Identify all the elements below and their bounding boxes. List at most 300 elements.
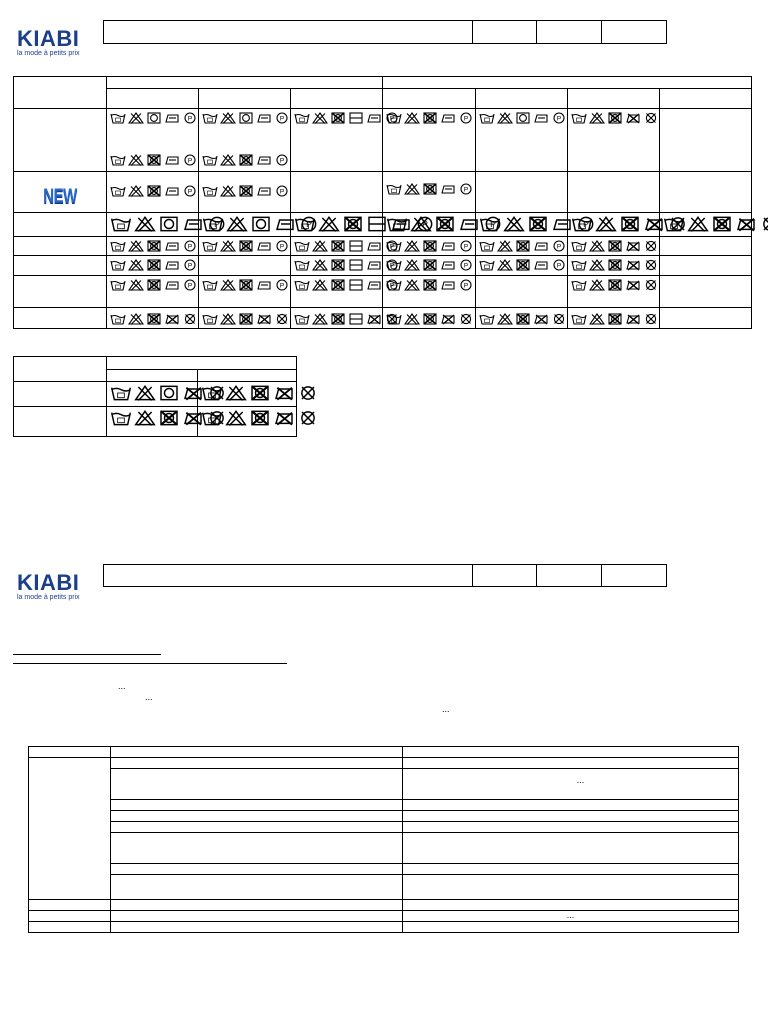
- care-symbol-row: [476, 213, 589, 234]
- spec-header-cell: [403, 747, 739, 758]
- no-tumble-dry-icon: [619, 216, 641, 232]
- no-dry-clean-icon: [643, 279, 659, 291]
- no-bleach-icon: [128, 185, 144, 197]
- svg-text:P: P: [187, 157, 193, 165]
- ellipsis-mark: ...: [576, 775, 585, 785]
- symbol-cell: [291, 109, 395, 172]
- svg-text:P: P: [187, 115, 193, 123]
- do-not-iron-icon: [366, 313, 382, 325]
- matrix-row: [14, 308, 752, 329]
- no-bleach-icon: [220, 240, 236, 252]
- symbol-cell: [291, 308, 383, 329]
- wash-30-icon: [202, 154, 218, 166]
- dry-clean-p-icon: [182, 112, 198, 124]
- symbol-cell: [199, 276, 291, 308]
- wash-30-icon: [202, 112, 218, 124]
- wash-30-icon: [294, 112, 310, 124]
- care-symbol-row: [291, 237, 395, 253]
- matrix-row-label: [14, 213, 107, 237]
- no-tumble-dry-icon: [607, 259, 623, 271]
- no-bleach-icon: [128, 259, 144, 271]
- wash-30-icon: [479, 112, 495, 124]
- matrix-col-header: [291, 89, 383, 109]
- svg-text:P: P: [187, 282, 193, 290]
- line-dry-icon: [182, 216, 204, 232]
- small-matrix-group-header: [107, 357, 297, 370]
- matrix-col-header: [659, 89, 751, 109]
- no-tumble-dry-icon: [249, 410, 271, 426]
- no-dry-clean-icon: [643, 240, 659, 252]
- care-symbol-row: [568, 237, 659, 253]
- no-tumble-dry-icon: [434, 216, 456, 232]
- spec-cell: [403, 822, 739, 833]
- svg-text:P: P: [306, 219, 313, 230]
- spec-cell: [403, 900, 739, 911]
- wash-30-icon: [386, 259, 402, 271]
- no-bleach-icon: [134, 216, 156, 232]
- spec-group-cell: [29, 911, 111, 922]
- matrix-row: [14, 407, 297, 437]
- svg-text:P: P: [464, 282, 469, 290]
- symbol-cell: [475, 109, 567, 172]
- do-not-iron-icon: [164, 313, 180, 325]
- symbol-cell: [475, 237, 567, 256]
- no-tumble-dry-icon: [238, 313, 254, 325]
- wash-30-icon: [571, 259, 587, 271]
- matrix-row: [14, 382, 297, 407]
- no-bleach-icon: [220, 185, 236, 197]
- no-bleach-icon: [404, 259, 420, 271]
- care-symbol-row: [199, 213, 313, 234]
- wash-30-icon: [386, 216, 408, 232]
- matrix-row: [14, 256, 752, 276]
- no-bleach-icon: [687, 216, 709, 232]
- do-not-iron-icon: [735, 216, 757, 232]
- dry-clean-p-icon: [551, 259, 567, 271]
- line-dry-icon: [164, 240, 180, 252]
- care-symbol-row: [568, 276, 659, 292]
- care-symbol-row: [660, 213, 751, 234]
- matrix-col-header: [567, 89, 659, 109]
- care-symbol-row: [383, 256, 474, 272]
- brand-wordmark: KIABI: [17, 26, 80, 51]
- svg-text:P: P: [582, 219, 589, 230]
- spec-group-cell: [29, 900, 111, 911]
- svg-text:P: P: [187, 262, 193, 270]
- header-ref-cell: [472, 21, 536, 44]
- ellipsis-mark: ...: [145, 692, 153, 702]
- no-bleach-icon: [128, 240, 144, 252]
- spec-cell: [403, 922, 739, 933]
- symbol-cell: [659, 276, 751, 308]
- svg-text:P: P: [556, 115, 561, 123]
- wash-30-icon: [110, 185, 126, 197]
- svg-text:P: P: [390, 115, 395, 123]
- ellipsis-mark: ...: [118, 681, 126, 691]
- spec-cell: [403, 800, 739, 811]
- symbol-cell: [659, 256, 751, 276]
- header-title-cell: [104, 21, 473, 44]
- symbol-cell: [107, 109, 199, 172]
- no-bleach-icon: [410, 216, 432, 232]
- wash-30-icon: [571, 313, 587, 325]
- care-symbol-matrix-small: [13, 356, 297, 437]
- care-symbol-row: [476, 109, 567, 125]
- tumble-dry-icon: [238, 112, 254, 124]
- symbol-cell: [199, 237, 291, 256]
- do-not-iron-icon: [625, 259, 641, 271]
- matrix-row-label: [14, 256, 107, 276]
- no-bleach-icon: [220, 313, 236, 325]
- no-tumble-dry-icon: [330, 112, 346, 124]
- dry-clean-p-icon: [182, 259, 198, 271]
- symbol-cell: [291, 237, 395, 256]
- wash-30-icon: [479, 313, 495, 325]
- spec-cell: [111, 822, 403, 833]
- wash-30-icon: [202, 279, 218, 291]
- svg-text:P: P: [556, 243, 561, 251]
- care-symbol-row: [383, 237, 474, 253]
- care-symbol-row: [383, 172, 474, 196]
- no-dry-clean-icon: [643, 259, 659, 271]
- care-symbol-row: [383, 213, 497, 234]
- no-dry-clean-icon: [643, 313, 659, 325]
- wash-30-icon: [202, 313, 218, 325]
- do-not-iron-icon: [533, 313, 549, 325]
- spec-cell: [403, 875, 739, 900]
- matrix-row-label: [14, 172, 107, 213]
- svg-text:P: P: [280, 188, 285, 196]
- header-date-cell: [536, 565, 601, 587]
- care-symbol-row: [291, 308, 382, 326]
- no-bleach-icon: [404, 240, 420, 252]
- symbol-cell: [475, 276, 567, 308]
- no-bleach-icon: [312, 240, 328, 252]
- no-tumble-dry-icon: [146, 154, 162, 166]
- care-symbol-row: [198, 407, 296, 428]
- wash-30-icon: [110, 313, 126, 325]
- matrix-col-header: [107, 89, 199, 109]
- svg-text:P: P: [187, 188, 193, 196]
- wash-30-icon: [479, 259, 495, 271]
- no-bleach-icon: [128, 112, 144, 124]
- flat-dry-icon: [366, 216, 388, 232]
- care-symbol-row: [568, 308, 659, 326]
- no-tumble-dry-icon: [330, 313, 346, 325]
- do-not-iron-icon: [256, 313, 272, 325]
- care-symbol-row: [199, 276, 290, 292]
- symbol-cell: [107, 213, 220, 237]
- brand-tagline: la mode à petits prix: [17, 594, 80, 601]
- svg-text:P: P: [390, 243, 395, 251]
- care-symbol-row: [291, 109, 395, 125]
- symbol-cell: [291, 213, 429, 237]
- no-tumble-dry-icon: [238, 185, 254, 197]
- spec-cell: [111, 911, 403, 922]
- care-symbol-row: [107, 213, 220, 234]
- wash-30-icon: [202, 216, 224, 232]
- no-bleach-icon: [220, 154, 236, 166]
- care-symbol-row: [199, 308, 290, 326]
- line-dry-icon: [551, 216, 573, 232]
- wash-30-icon: [110, 240, 126, 252]
- spec-header-cell: [111, 747, 403, 758]
- symbol-cell: [383, 172, 475, 213]
- symbol-cell: [383, 109, 475, 172]
- spec-cell: [111, 900, 403, 911]
- wash-30-icon: [294, 216, 316, 232]
- no-tumble-dry-icon: [238, 240, 254, 252]
- care-symbol-row: [383, 109, 474, 125]
- wash-30-icon: [479, 216, 501, 232]
- wash-30-icon: [110, 112, 126, 124]
- small-matrix-col-header: [198, 370, 297, 382]
- heading-underline: [13, 654, 161, 655]
- no-tumble-dry-icon: [146, 185, 162, 197]
- matrix-row: [14, 109, 752, 172]
- brand-wordmark: KIABI: [17, 570, 80, 595]
- care-symbol-row: [476, 237, 567, 253]
- wash-30-icon: [663, 216, 685, 232]
- care-symbol-row: [198, 382, 296, 403]
- svg-text:P: P: [464, 186, 469, 194]
- care-symbol-row: [107, 308, 198, 326]
- dry-clean-p-icon: [551, 112, 567, 124]
- spec-cell: [403, 758, 739, 769]
- matrix-row-label: [14, 407, 107, 437]
- wash-30-icon: [110, 259, 126, 271]
- care-symbol-row: [476, 308, 567, 326]
- wash-30-icon: [202, 240, 218, 252]
- no-bleach-icon: [312, 313, 328, 325]
- subheading-underline: [13, 663, 287, 664]
- line-dry-icon: [458, 216, 480, 232]
- spec-group-cell: [29, 758, 111, 900]
- dry-clean-p-icon: [182, 279, 198, 291]
- matrix-row-label: [14, 237, 107, 256]
- no-tumble-dry-icon: [330, 240, 346, 252]
- dry-clean-p-icon: [458, 183, 474, 195]
- dry-clean-p-icon: [551, 240, 567, 252]
- care-symbol-row: [291, 276, 395, 292]
- dry-clean-p-icon: [458, 112, 474, 124]
- svg-text:P: P: [280, 115, 285, 123]
- care-symbol-row: [107, 407, 197, 428]
- no-bleach-icon: [497, 240, 513, 252]
- no-bleach-icon: [128, 154, 144, 166]
- line-dry-icon: [256, 279, 272, 291]
- wash-30-icon: [110, 216, 132, 232]
- care-symbol-row: [568, 213, 659, 234]
- no-dry-clean-icon: [458, 313, 474, 325]
- line-dry-icon: [164, 259, 180, 271]
- wash-30-icon: [110, 385, 132, 401]
- dry-clean-p-icon: [274, 112, 290, 124]
- symbol-cell: [567, 237, 659, 256]
- line-dry-icon: [533, 240, 549, 252]
- matrix-corner-cell: [14, 77, 107, 109]
- svg-text:P: P: [390, 262, 395, 270]
- document-header-table: [103, 20, 667, 44]
- no-bleach-icon: [312, 259, 328, 271]
- spec-cell: [111, 875, 403, 900]
- no-bleach-icon: [589, 313, 605, 325]
- do-not-iron-icon: [643, 216, 665, 232]
- no-tumble-dry-icon: [515, 313, 531, 325]
- care-symbol-row: [568, 256, 659, 272]
- no-bleach-icon: [404, 112, 420, 124]
- symbol-cell: [107, 407, 198, 437]
- care-symbol-row: [107, 151, 198, 167]
- no-dry-clean-icon: [297, 410, 319, 426]
- flat-dry-icon: [348, 240, 364, 252]
- spec-cell: [111, 864, 403, 875]
- wash-30-icon: [294, 259, 310, 271]
- spec-cell: [403, 864, 739, 875]
- dry-clean-p-icon: [458, 240, 474, 252]
- no-dry-clean-icon: [759, 216, 768, 232]
- matrix-group-header-1: [107, 77, 383, 89]
- do-not-iron-icon: [273, 385, 295, 401]
- no-bleach-icon: [134, 385, 156, 401]
- no-tumble-dry-icon: [146, 313, 162, 325]
- line-dry-icon: [440, 183, 456, 195]
- symbol-cell: [291, 256, 395, 276]
- symbol-cell: [567, 109, 659, 172]
- tumble-dry-icon: [250, 216, 272, 232]
- wash-30-icon: [110, 279, 126, 291]
- matrix-row: [14, 172, 752, 213]
- header-page-cell: [601, 21, 666, 44]
- new-badge: NEW: [43, 185, 77, 208]
- no-dry-clean-icon: [297, 385, 319, 401]
- care-symbol-row: [107, 256, 198, 272]
- no-tumble-dry-icon: [607, 313, 623, 325]
- svg-text:P: P: [464, 115, 469, 123]
- spec-cell: [403, 911, 739, 922]
- no-tumble-dry-icon: [607, 112, 623, 124]
- wash-30-icon: [571, 279, 587, 291]
- matrix-row-label: [14, 276, 107, 308]
- svg-text:P: P: [390, 282, 395, 290]
- spec-cell: [111, 800, 403, 811]
- wash-30-icon: [571, 112, 587, 124]
- svg-text:P: P: [464, 262, 469, 270]
- line-dry-icon: [164, 279, 180, 291]
- dry-clean-p-icon: [182, 185, 198, 197]
- symbol-cell: [107, 237, 199, 256]
- care-symbol-row: [107, 276, 198, 292]
- line-dry-icon: [256, 154, 272, 166]
- symbol-cell: [199, 256, 291, 276]
- header-title-cell: [104, 565, 473, 587]
- symbol-cell: [659, 109, 751, 172]
- wash-30-icon: [386, 112, 402, 124]
- no-tumble-dry-icon: [238, 154, 254, 166]
- no-tumble-dry-icon: [158, 410, 180, 426]
- ellipsis-mark: ...: [442, 704, 450, 714]
- care-symbol-row: [568, 109, 659, 125]
- no-bleach-icon: [404, 313, 420, 325]
- ellipsis-mark: ...: [566, 910, 575, 920]
- dry-clean-p-icon: [458, 259, 474, 271]
- symbol-cell: [107, 382, 198, 407]
- line-dry-icon: [164, 112, 180, 124]
- flat-dry-icon: [348, 313, 364, 325]
- line-dry-icon: [164, 154, 180, 166]
- no-tumble-dry-icon: [422, 259, 438, 271]
- line-dry-icon: [274, 216, 296, 232]
- spec-cell: [111, 769, 403, 800]
- tumble-dry-icon: [158, 216, 180, 232]
- symbol-cell: [567, 308, 659, 329]
- no-bleach-icon: [128, 279, 144, 291]
- care-symbol-row: [107, 382, 197, 403]
- no-tumble-dry-icon: [422, 313, 438, 325]
- no-bleach-icon: [503, 216, 525, 232]
- no-bleach-icon: [589, 259, 605, 271]
- no-bleach-icon: [589, 240, 605, 252]
- no-dry-clean-icon: [551, 313, 567, 325]
- symbol-cell: [567, 172, 659, 213]
- do-not-iron-icon: [440, 313, 456, 325]
- small-matrix-corner-cell: [14, 357, 107, 382]
- svg-text:P: P: [464, 243, 469, 251]
- spec-cell: [111, 922, 403, 933]
- spec-cell: [403, 833, 739, 864]
- care-symbol-row: [199, 109, 290, 125]
- symbol-cell: [659, 213, 751, 237]
- spec-cell: [111, 758, 403, 769]
- symbol-cell: [107, 256, 199, 276]
- no-bleach-icon: [128, 313, 144, 325]
- symbol-cell: [383, 276, 475, 308]
- dry-clean-p-icon: [182, 154, 198, 166]
- do-not-iron-icon: [625, 240, 641, 252]
- care-symbol-row: [107, 237, 198, 253]
- header-page-cell: [601, 565, 666, 587]
- line-dry-icon: [164, 185, 180, 197]
- svg-text:P: P: [280, 282, 285, 290]
- care-symbol-row: [383, 308, 474, 326]
- wash-30-icon: [110, 410, 132, 426]
- symbol-cell: [199, 213, 313, 237]
- line-dry-icon: [256, 185, 272, 197]
- no-bleach-icon: [225, 410, 247, 426]
- care-symbol-row: [383, 276, 474, 292]
- symbol-cell: [475, 256, 567, 276]
- dry-clean-p-icon: [274, 240, 290, 252]
- svg-text:P: P: [556, 262, 561, 270]
- wash-30-icon: [479, 240, 495, 252]
- do-not-iron-icon: [625, 112, 641, 124]
- header-date-cell: [536, 21, 601, 44]
- symbol-cell: [291, 172, 383, 213]
- svg-text:P: P: [187, 243, 193, 251]
- line-dry-icon: [256, 240, 272, 252]
- symbol-cell: [291, 276, 395, 308]
- symbol-cell: [383, 308, 475, 329]
- symbol-cell: [383, 256, 475, 276]
- no-bleach-icon: [312, 279, 328, 291]
- wash-30-icon: [386, 313, 402, 325]
- no-bleach-icon: [497, 112, 513, 124]
- no-bleach-icon: [404, 279, 420, 291]
- svg-text:P: P: [280, 243, 285, 251]
- symbol-cell: [198, 382, 297, 407]
- matrix-row-label: [14, 109, 107, 172]
- matrix-group-header-2: [383, 77, 752, 89]
